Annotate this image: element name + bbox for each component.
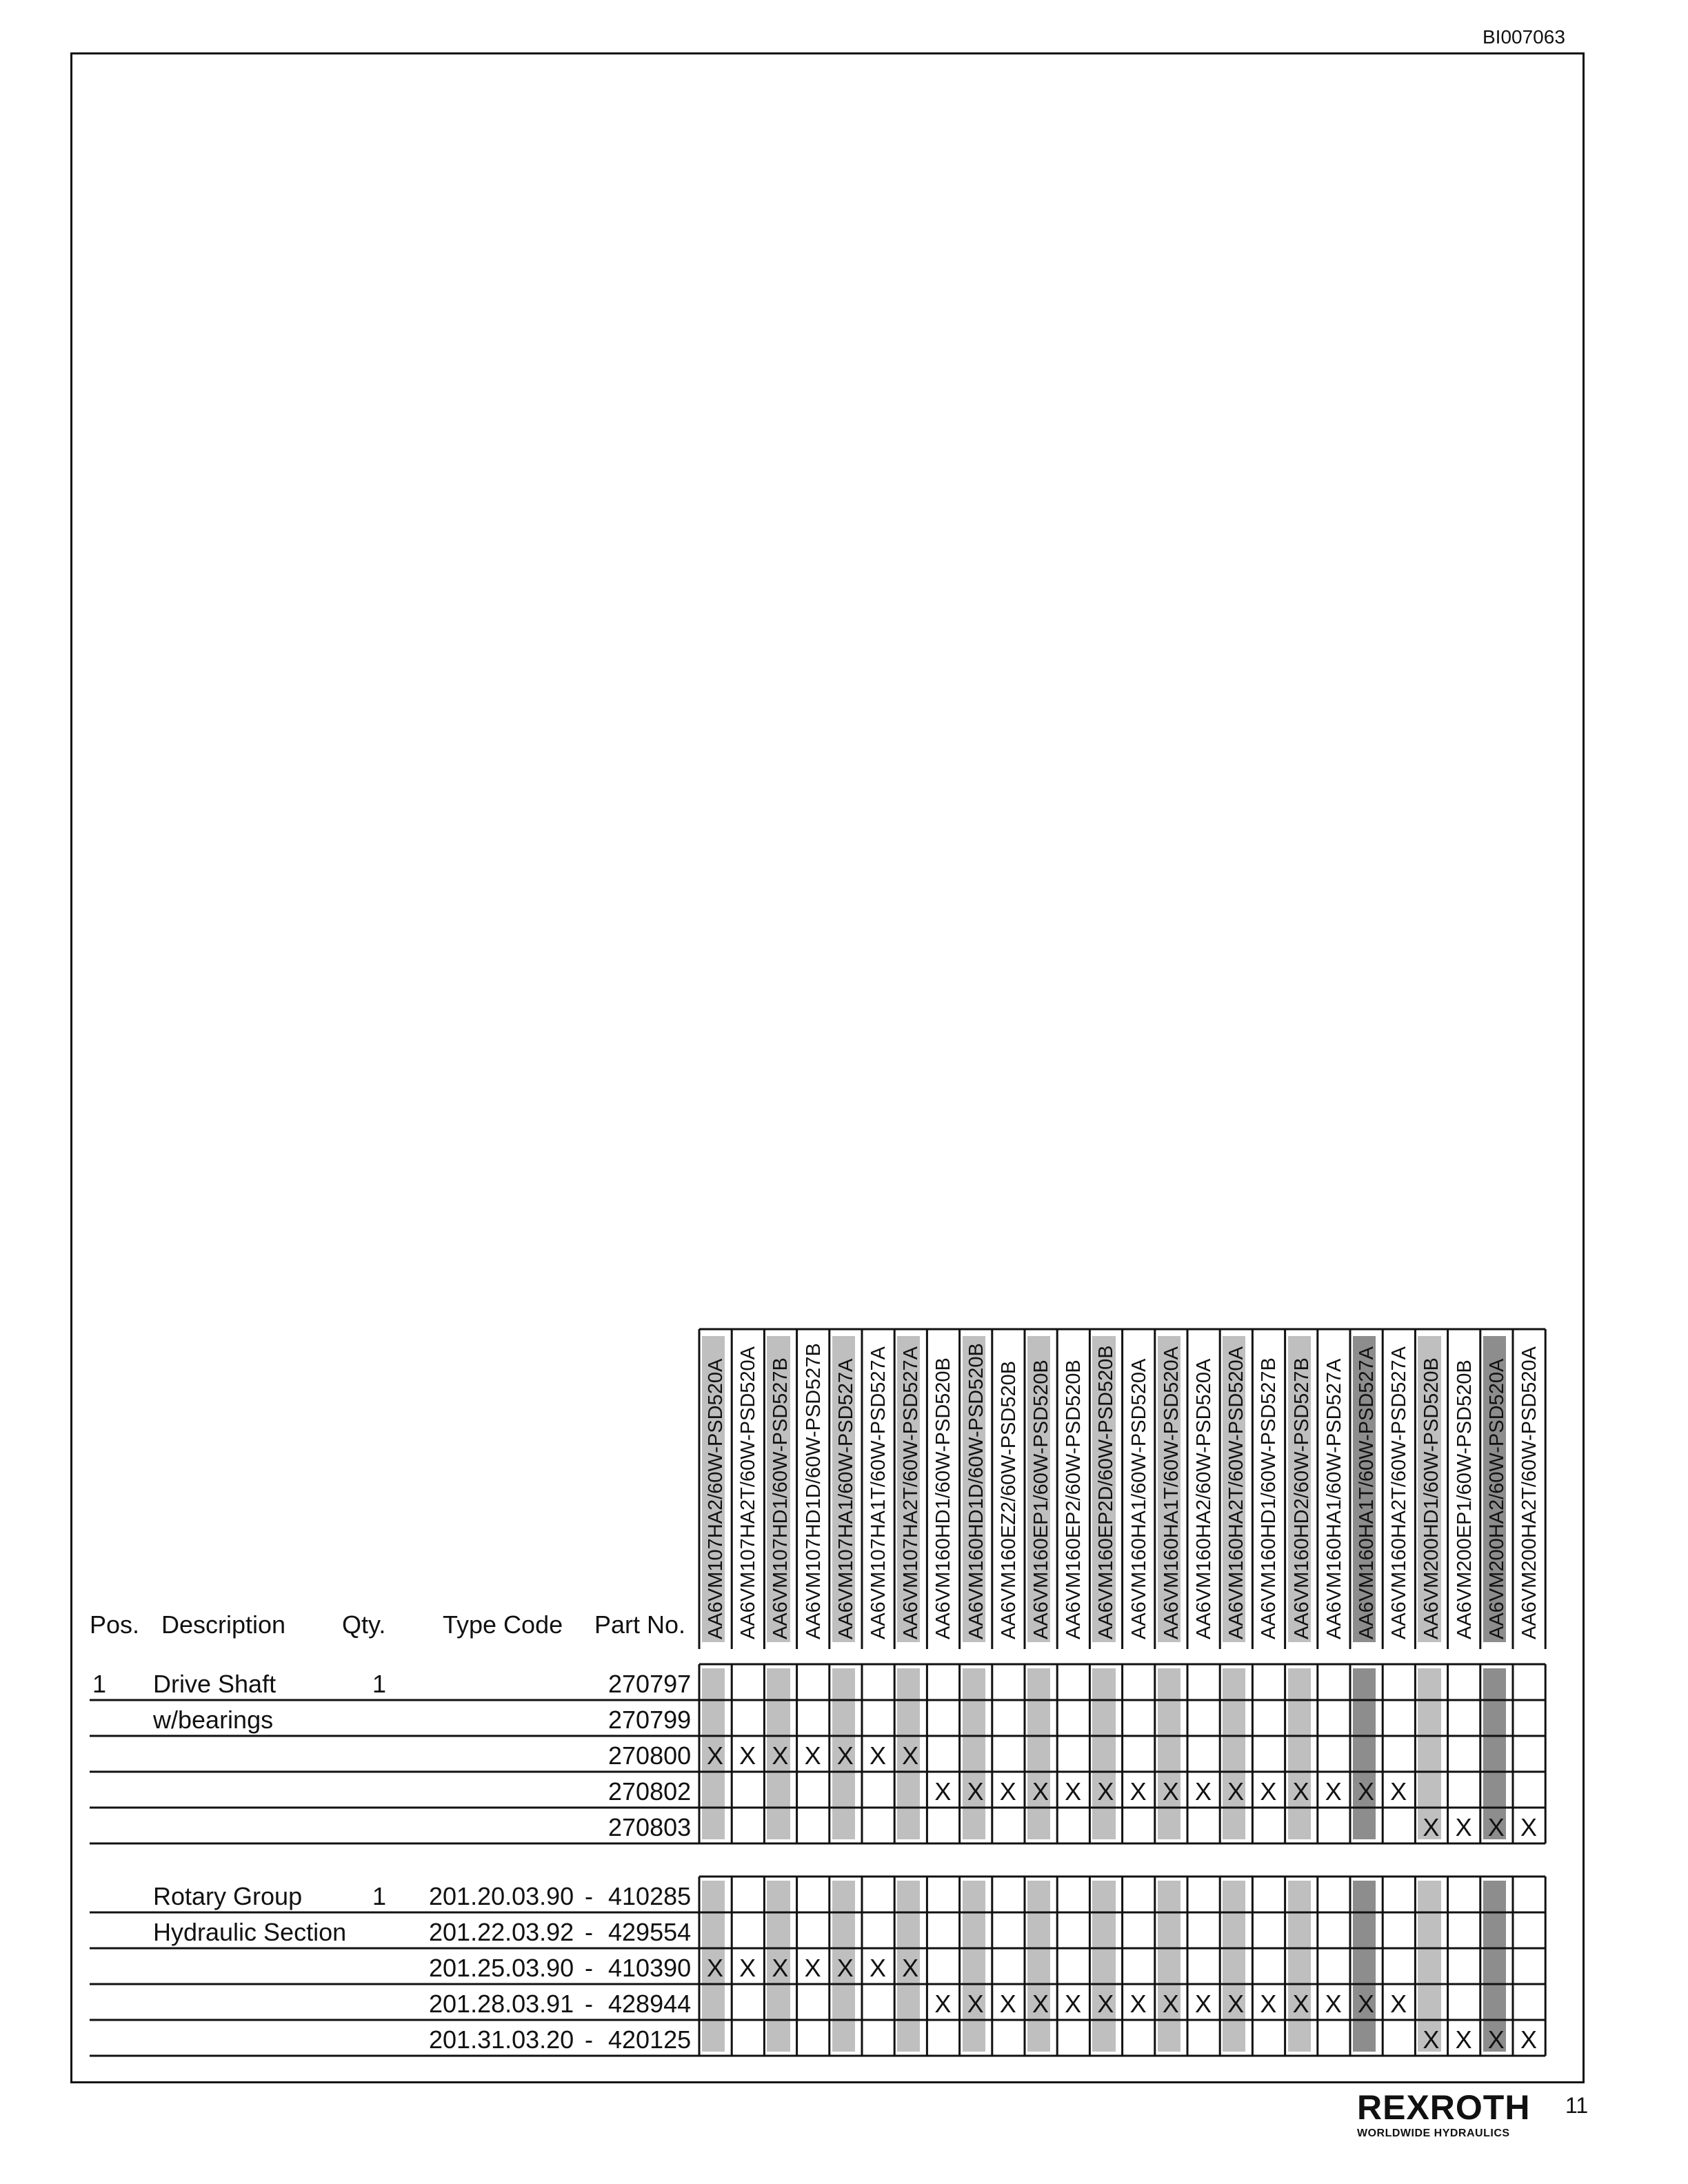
header-description: Description [161,1610,286,1639]
applicability-mark: X [836,1954,854,1982]
applicability-mark: X [999,1990,1016,2018]
applicability-mark: X [934,1990,952,2018]
applicability-mark: X [1520,1813,1537,1841]
column-header: AA6VM160HA2T/60W-PSD520A [1225,1346,1248,1639]
row-dash: - [585,1882,593,1910]
column-header: AA6VM160HD1D/60W-PSD520B [965,1343,987,1639]
column-header: AA6VM160HA1T/60W-PSD520A [1160,1346,1183,1639]
applicability-mark: X [1390,1777,1407,1806]
column-header: AA6VM107HA1T/60W-PSD527A [867,1346,890,1639]
column-header: AA6VM200HA2T/60W-PSD520A [1518,1346,1540,1639]
applicability-mark: X [902,1954,919,1982]
applicability-mark: X [1129,1777,1147,1806]
page-number: 11 [1565,2093,1589,2118]
row-dash: - [585,1954,593,1982]
row-dash: - [585,1990,593,2018]
applicability-mark: X [1423,2025,1440,2054]
row-part-no: 429554 [608,1918,692,1946]
applicability-mark: X [1357,1990,1374,2018]
brand-tagline: WORLDWIDE HYDRAULICS [1357,2127,1510,2139]
applicability-mark: X [934,1777,952,1806]
row-part-no: 410390 [608,1954,692,1982]
header-part-no: Part No. [594,1610,686,1639]
row-type-code: 201.20.03.90 [429,1882,574,1910]
applicability-mark: X [836,1741,854,1770]
column-header: AA6VM160EP2D/60W-PSD520B [1095,1345,1118,1639]
column-header: AA6VM200HD1/60W-PSD520B [1420,1357,1443,1639]
applicability-mark: X [1129,1990,1147,2018]
applicability-mark: X [1487,2025,1505,2054]
applicability-mark: X [1162,1777,1179,1806]
row-type-code: 201.22.03.92 [429,1918,574,1946]
applicability-mark: X [967,1777,984,1806]
applicability-mark: X [804,1954,821,1982]
applicability-mark: X [1194,1777,1212,1806]
column-header: AA6VM160EP2/60W-PSD520B [1063,1359,1085,1639]
applicability-mark: X [706,1954,723,1982]
column-header: AA6VM107HA2/60W-PSD520A [705,1358,727,1639]
row-part-no: 270802 [608,1777,692,1806]
row-dash: - [585,2025,593,2054]
applicability-mark: X [1292,1777,1309,1806]
applicability-mark: X [1520,2025,1537,2054]
row-part-no: 428944 [608,1990,692,2018]
column-header: AA6VM160HD1/60W-PSD520B [932,1357,955,1639]
row-description: Hydraulic Section [153,1918,347,1946]
applicability-mark: X [1032,1777,1049,1806]
column-header: AA6VM160HA1/60W-PSD520A [1127,1358,1150,1639]
header-qty: Qty. [342,1610,386,1639]
applicability-mark: X [1292,1990,1309,2018]
column-header: AA6VM160EZ2/60W-PSD520B [997,1360,1020,1639]
row-part-no: 270803 [608,1813,692,1841]
applicability-mark: X [1455,2025,1472,2054]
row-description: Rotary Group [153,1882,303,1910]
column-header: AA6VM160HD2/60W-PSD527B [1290,1357,1313,1639]
applicability-mark: X [772,1954,789,1982]
column-header: AA6VM107HD1/60W-PSD527B [770,1357,792,1639]
applicability-mark: X [1032,1990,1049,2018]
row-type-code: 201.28.03.91 [429,1990,574,2018]
header-pos: Pos. [90,1610,140,1639]
column-header: AA6VM107HA2T/60W-PSD527A [900,1346,923,1639]
applicability-mark: X [1260,1990,1277,2018]
applicability-mark: X [869,1741,886,1770]
column-header: AA6VM107HA2T/60W-PSD520A [737,1346,760,1639]
applicability-mark: X [967,1990,984,2018]
applicability-mark: X [1390,1990,1407,2018]
column-header: AA6VM107HD1D/60W-PSD527B [802,1343,825,1639]
applicability-mark: X [1325,1777,1342,1806]
applicability-mark: X [739,1954,756,1982]
row-part-no: 410285 [608,1882,692,1910]
applicability-mark: X [1065,1990,1082,2018]
applicability-mark: X [1227,1990,1245,2018]
header-type-code: Type Code [443,1610,563,1639]
row-type-code: 201.31.03.20 [429,2025,574,2054]
row-part-no: 420125 [608,2025,692,2054]
applicability-mark: X [1097,1777,1114,1806]
row-part-no: 270799 [608,1706,692,1734]
column-header: AA6VM200HA2/60W-PSD520A [1485,1358,1508,1639]
rexroth-logo: REXROTH [1357,2088,1531,2127]
applicability-mark: X [1423,1813,1440,1841]
row-pos: 1 [92,1670,107,1698]
applicability-mark: X [902,1741,919,1770]
applicability-mark: X [1325,1990,1342,2018]
row-part-no: 270797 [608,1670,692,1698]
column-header: AA6VM107HA1/60W-PSD527A [834,1358,857,1639]
applicability-mark: X [1260,1777,1277,1806]
applicability-mark: X [999,1777,1016,1806]
column-header: AA6VM160HA2T/60W-PSD527A [1388,1346,1411,1639]
applicability-mark: X [706,1741,723,1770]
column-header: AA6VM160HA1/60W-PSD527A [1323,1358,1345,1639]
column-header: AA6VM200EP1/60W-PSD520B [1453,1359,1476,1639]
column-header: AA6VM160HA1T/60W-PSD527A [1356,1346,1378,1639]
applicability-mark: X [1487,1813,1505,1841]
row-part-no: 270800 [608,1741,692,1770]
column-header: AA6VM160EP1/60W-PSD520B [1030,1359,1052,1639]
row-qty: 1 [372,1882,387,1910]
applicability-mark: X [739,1741,756,1770]
applicability-mark: X [869,1954,886,1982]
row-dash: - [585,1918,593,1946]
row-type-code: 201.25.03.90 [429,1954,574,1982]
applicability-mark: X [772,1741,789,1770]
document-id: BI007063 [1483,26,1565,48]
column-header: AA6VM160HA2/60W-PSD520A [1193,1358,1215,1639]
applicability-mark: X [1455,1813,1472,1841]
row-description: Drive Shaft [153,1670,277,1698]
applicability-mark: X [1357,1777,1374,1806]
row-description: w/bearings [153,1706,274,1734]
applicability-mark: X [1162,1990,1179,2018]
row-qty: 1 [372,1670,387,1698]
applicability-mark: X [1065,1777,1082,1806]
applicability-mark: X [1194,1990,1212,2018]
applicability-mark: X [1227,1777,1245,1806]
column-header: AA6VM160HD1/60W-PSD527B [1258,1357,1280,1639]
applicability-mark: X [1097,1990,1114,2018]
applicability-mark: X [804,1741,821,1770]
